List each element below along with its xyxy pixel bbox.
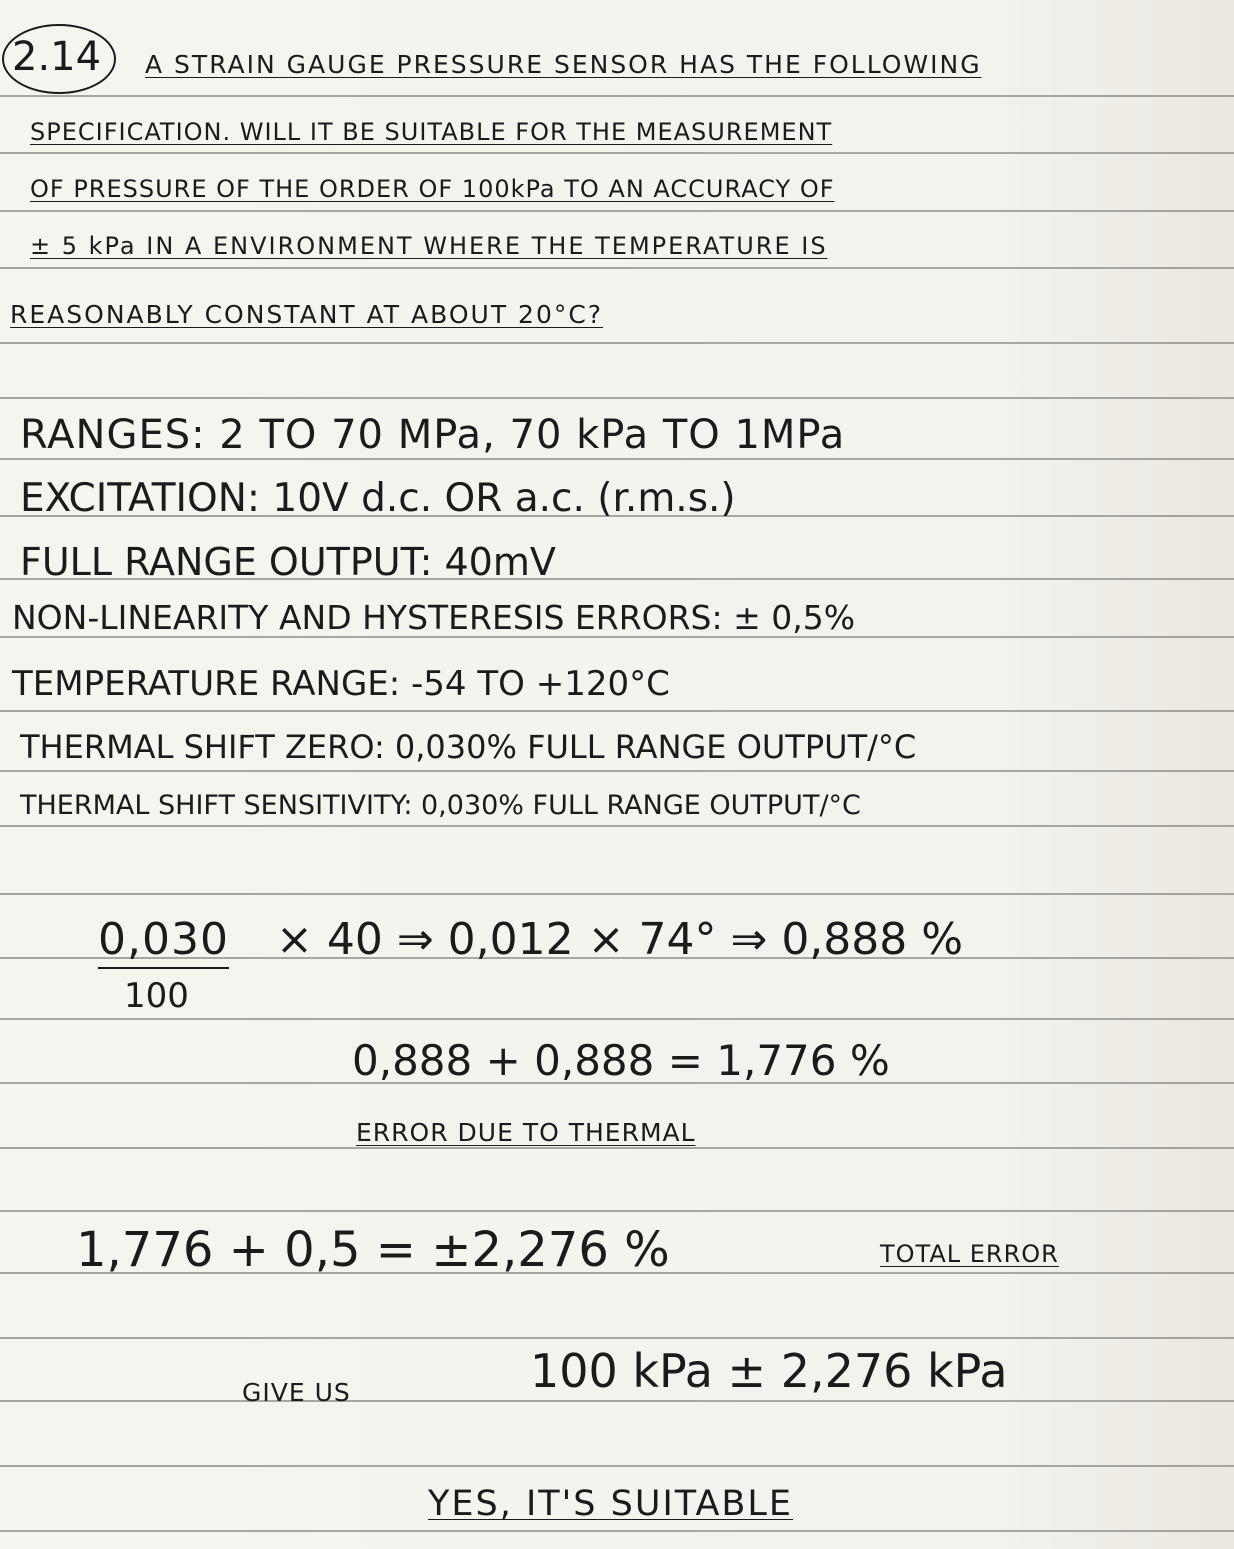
spec-temperature-range: TEMPERATURE RANGE: -54 TO +120°C [12,664,670,704]
spec-excitation: EXCITATION: 10V d.c. OR a.c. (r.m.s.) [20,476,736,521]
ruled-line [0,397,1234,399]
spec-nonlinearity: NON-LINEARITY AND HYSTERESIS ERRORS: ± 0,5% [12,598,856,637]
give-us-label: GIVE US [242,1378,351,1407]
ruled-line [0,1400,1234,1402]
ruled-line [0,1210,1234,1212]
problem-line-2: SPECIFICATION. WILL IT BE SUITABLE FOR THE MEASUREMENT [30,118,833,146]
problem-line-3: OF PRESSURE OF THE ORDER OF 100kPa TO AN ACCURACY OF [30,175,835,203]
spec-thermal-shift-sensitivity: THERMAL SHIFT SENSITIVITY: 0,030% FULL RANGE OUTPUT/°C [20,790,861,821]
spec-thermal-shift-zero: THERMAL SHIFT ZERO: 0,030% FULL RANGE OUTPUT/°C [20,728,917,766]
problem-line-4: ± 5 kPa IN A ENVIRONMENT WHERE THE TEMPERATURE IS [30,232,828,260]
ruled-line [0,267,1234,269]
calc-fraction-denominator: 100 [124,976,189,1016]
ruled-line [0,1465,1234,1467]
spec-ranges: RANGES: 2 TO 70 MPa, 70 kPa TO 1MPa [20,412,846,458]
ruled-line [0,210,1234,212]
give-us-value: 100 kPa ± 2,276 kPa [530,1344,1008,1398]
ruled-line [0,825,1234,827]
ruled-line [0,1530,1234,1532]
ruled-line [0,770,1234,772]
ruled-line [0,458,1234,460]
calc-thermal-sum: 0,888 + 0,888 = 1,776 % [352,1036,890,1085]
spec-full-range-output: FULL RANGE OUTPUT: 40mV [20,540,556,584]
calc-total-error: 1,776 + 0,5 = ±2,276 % [76,1222,670,1278]
ruled-line [0,95,1234,97]
problem-line-5: REASONABLY CONSTANT AT ABOUT 20°C? [10,300,604,329]
ruled-line [0,1337,1234,1339]
ruled-line [0,152,1234,154]
calc-thermal-per-side: × 40 ⇒ 0,012 × 74° ⇒ 0,888 % [276,914,964,965]
ruled-line [0,342,1234,344]
ruled-line [0,893,1234,895]
ruled-line [0,1018,1234,1020]
calc-thermal-note: ERROR DUE TO THERMAL [356,1118,696,1147]
problem-number: 2.14 [12,34,102,80]
conclusion: YES, IT'S SUITABLE [428,1484,794,1524]
ruled-line [0,710,1234,712]
problem-line-1: A STRAIN GAUGE PRESSURE SENSOR HAS THE FOLLOWING [145,50,982,79]
ruled-line [0,1147,1234,1149]
calc-total-error-note: TOTAL ERROR [880,1240,1059,1268]
calc-fraction-numerator: 0,030 [98,914,229,969]
